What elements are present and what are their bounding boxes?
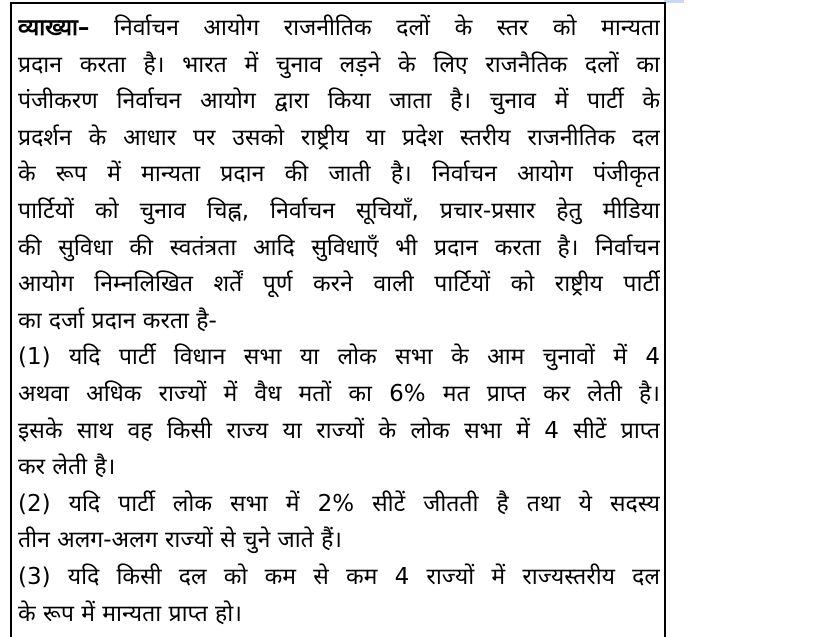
text-box <box>10 2 666 637</box>
condition-1-line-2: अथवा अधिक राज्यों में वैध मतों का 6% मत प्राप्त कर लेती है। <box>18 380 660 407</box>
explanation-heading: व्याख्या– <box>18 15 90 41</box>
text-line-2: प्रदान करता है। भारत में चुनाव लड़ने के लिए राजनैतिक दलों का <box>18 51 660 78</box>
text-line-4: प्रदर्शन के आधार पर उसको राष्ट्रीय या प्रदेश स्तरीय राजनीतिक दल <box>18 124 660 151</box>
text-line-6: पार्टियों को चुनाव चिह्न, निर्वाचन सूचियाँ, प्रचार-प्रसार हेतु मीडिया <box>18 197 660 224</box>
text-line-8: आयोग निम्नलिखित शर्तें पूर्ण करने वाली पार्टियों को राष्ट्रीय पार्टी <box>18 271 660 298</box>
text-line-5: के रूप में मान्यता प्रदान की जाती है। निर्वाचन आयोग पंजीकृत <box>18 161 660 188</box>
condition-2-line-1: (2) यदि पार्टी लोक सभा में 2% सीटें जीतती है तथा ये सदस्य <box>18 490 660 517</box>
text-line-7: की सुविधा की स्वतंत्रता आदि सुविधाएँ भी प्रदान करता है। निर्वाचन <box>18 234 660 261</box>
selection-marker <box>664 0 684 3</box>
text-line-1-body: निर्वाचन आयोग राजनीतिक दलों के स्तर को मान्यता <box>114 15 660 41</box>
text-line-1 <box>18 10 660 47</box>
condition-1-line-4: कर लेती है। <box>18 454 116 481</box>
text-line-9: का दर्जा प्रदान करता है- <box>18 307 217 334</box>
condition-1-line-1: (1) यदि पार्टी विधान सभा या लोक सभा के आम चुनावों में 4 <box>18 344 660 371</box>
text-line-3: पंजीकरण निर्वाचन आयोग द्वारा किया जाता है। चुनाव में पार्टी के <box>18 88 660 115</box>
condition-1-line-3: इसके साथ वह किसी राज्य या राज्यों के लोक सभा में 4 सीटें प्राप्त <box>18 417 660 444</box>
condition-3-line-2: के रूप में मान्यता प्राप्त हो। <box>18 600 242 627</box>
condition-2-line-2: तीन अलग-अलग राज्यों से चुने जाते हैं। <box>18 527 343 554</box>
condition-3-line-1: (3) यदि किसी दल को कम से कम 4 राज्यों में राज्यस्तरीय दल <box>18 563 660 590</box>
